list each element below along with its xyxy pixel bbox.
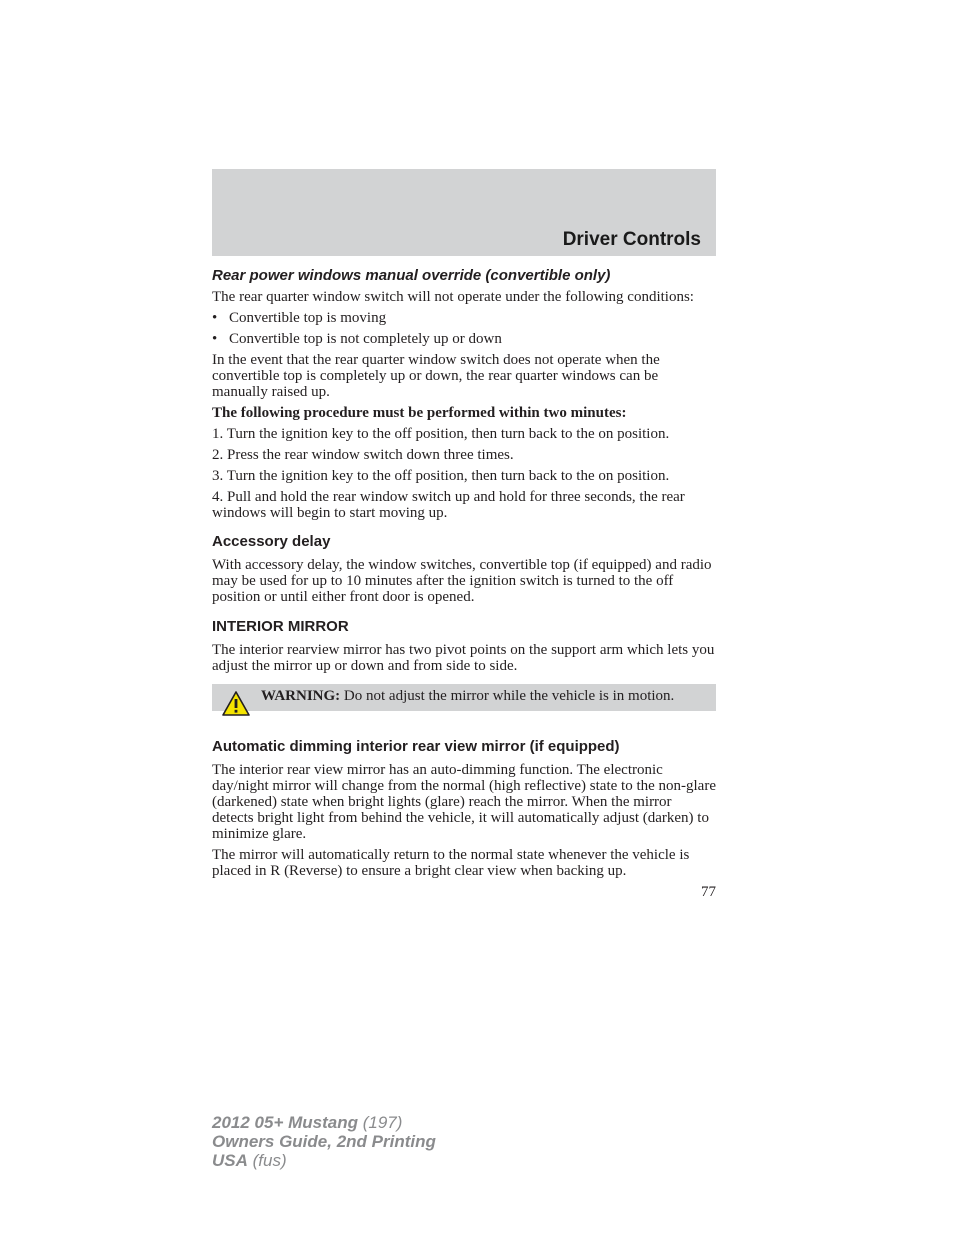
list-item: • Convertible top is moving: [212, 310, 387, 326]
page-content: [212, 266, 716, 900]
rear-windows-explanation: In the event that the rear quarter window switch does not operate when the convertible top is completely up or down, the rear quarter windows can be manually raised up.: [212, 352, 660, 400]
footer-line-edition: Owners Guide, 2nd Printing: [212, 1132, 436, 1151]
procedure-note: The following procedure must be performed within two minutes:: [212, 405, 627, 421]
list-item: • Convertible top is not completely up or down: [212, 331, 502, 347]
warning-label: WARNING:: [261, 688, 341, 704]
warning-text: Do not adjust the mirror while the vehicle is in motion.: [343, 688, 675, 704]
procedure-step: 1. Turn the ignition key to the off position, then turn back to the on position.: [212, 426, 670, 442]
page-number: 77: [701, 884, 716, 900]
section-header-band: [212, 169, 716, 256]
bullet-icon: •: [212, 331, 218, 347]
auto-dimming-heading: Automatic dimming interior rear view mirror (if equipped): [212, 738, 620, 755]
procedure-step: 3. Turn the ignition key to the off position, then turn back to the on position.: [212, 468, 670, 484]
accessory-delay-body: With accessory delay, the window switches, convertible top (if equipped) and radio may be used for up to 10 minutes after the ignition switch is turned to the off position or until either front door is opened.: [212, 557, 712, 605]
footer-line-market: USA (fus): [212, 1151, 287, 1170]
rear-windows-heading: Rear power windows manual override (convertible only): [212, 267, 611, 284]
auto-dimming-reverse-note: The mirror will automatically return to the normal state whenever the vehicle is placed in R (Reverse) to ensure a bright clear view when backing up.: [212, 847, 690, 879]
bullet-icon: •: [212, 310, 218, 326]
conditions-list: [212, 310, 716, 347]
section-title: Driver Controls: [562, 229, 701, 250]
procedure-step: 4. Pull and hold the rear window switch up and hold for three seconds, the rear windows will begin to start moving up.: [212, 489, 685, 521]
rear-windows-intro: The rear quarter window switch will not operate under the following conditions:: [212, 289, 694, 305]
document-footer: [212, 1113, 436, 1170]
footer-line-model: 2012 05+ Mustang (197): [212, 1113, 403, 1132]
interior-mirror-heading: INTERIOR MIRROR: [212, 618, 349, 635]
auto-dimming-body: The interior rear view mirror has an auto-dimming function. The electronic day/night mirror will change from the normal (high reflective) state to the non-glare (darkened) state when bright lights (glare) reach the mirror. When the mirror detects bright light from behind the vehicle, it will automatically adjust (darken) to minimize glare.: [212, 762, 716, 842]
interior-mirror-body: The interior rearview mirror has two pivot points on the support arm which lets you adjust the mirror up or down and from side to side.: [212, 642, 715, 674]
procedure-step: 2. Press the rear window switch down three times.: [212, 447, 514, 463]
warning-box: [212, 684, 716, 711]
accessory-delay-heading: Accessory delay: [212, 533, 331, 550]
warning-triangle-icon: [221, 690, 251, 717]
